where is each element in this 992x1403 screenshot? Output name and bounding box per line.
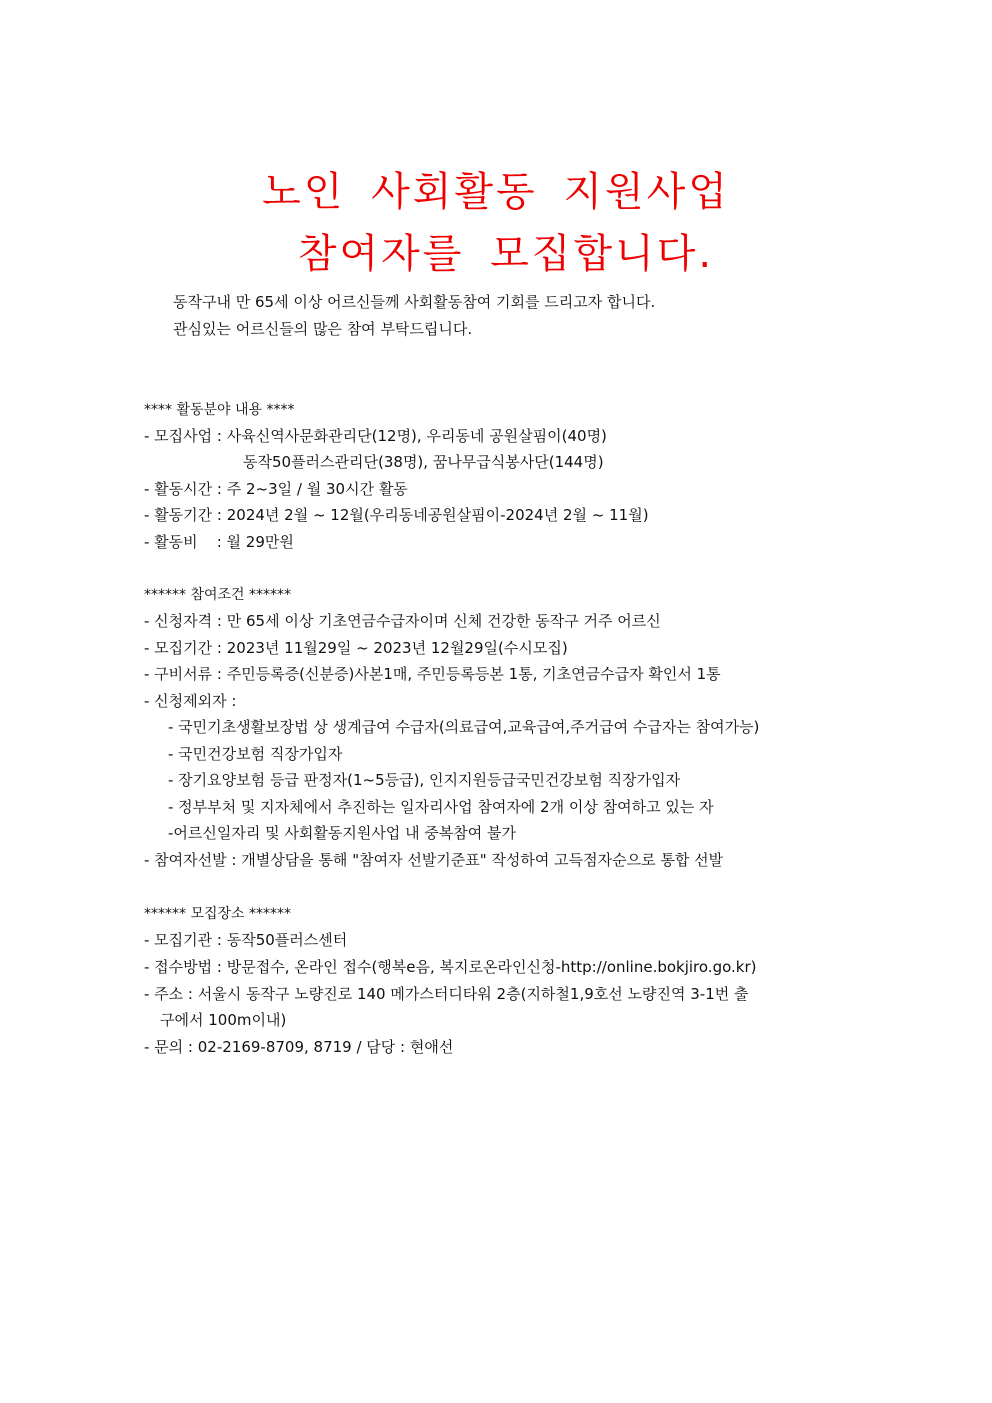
condition-line: - 모집기간 : 2023년 11월29일 ~ 2023년 12월29일(수시모집) <box>144 639 568 657</box>
title-line-1: 노인 사회활동 지원사업 <box>262 169 730 215</box>
condition-subline: - 국민건강보험 직장가입자 <box>168 745 343 763</box>
condition-subline: - 장기요양보험 등급 판정자(1~5등급), 인지지원등급국민건강보험 직장가입자 <box>168 771 681 789</box>
location-line: - 주소 : 서울시 동작구 노량진로 140 메가스터디타워 2층(지하철1,9호선 노량진역 3-1번 출 <box>144 985 749 1003</box>
intro-line-1: 동작구내 만 65세 이상 어르신들께 사회활동참여 기회를 드리고자 합니다. <box>173 293 656 311</box>
condition-subline: - 정부부처 및 지자체에서 추진하는 일자리사업 참여자에 2개 이상 참여하고 있는 자 <box>168 798 714 816</box>
title-line-2: 참여자를 모집합니다. <box>297 231 715 277</box>
location-line: - 모집기관 : 동작50플러스센터 <box>144 931 348 949</box>
condition-line: - 구비서류 : 주민등록증(신분증)사본1매, 주민등록등본 1통, 기초연금수급자 확인서 1통 <box>144 665 721 683</box>
location-line: - 문의 : 02-2169-8709, 8719 / 담당 : 현애선 <box>144 1038 454 1056</box>
activity-line: 동작50플러스관리단(38명), 꿈나무급식봉사단(144명) <box>243 453 604 471</box>
location-line-continued: 구에서 100m이내) <box>160 1011 287 1029</box>
condition-line: - 신청제외자 : <box>144 692 237 710</box>
activity-line: - 활동기간 : 2024년 2월 ~ 12월(우리동네공원살핌이-2024년 2월 ~ 11월) <box>144 506 649 524</box>
intro-line-2: 관심있는 어르신들의 많은 참여 부탁드립니다. <box>173 320 473 338</box>
condition-line: - 참여자선발 : 개별상담을 통해 "참여자 선발기준표" 작성하여 고득점자순으로 통합 선발 <box>144 851 724 869</box>
section-header-activity: **** 활동분야 내용 **** <box>144 402 295 418</box>
condition-subline: -어르신일자리 및 사회활동지원사업 내 중복참여 불가 <box>168 824 517 842</box>
activity-line: - 모집사업 : 사육신역사문화관리단(12명), 우리동네 공원살핌이(40명) <box>144 427 607 445</box>
location-line: - 접수방법 : 방문접수, 온라인 접수(행복e음, 복지로온라인신청-http://online.bokjiro.go.kr) <box>144 958 757 976</box>
condition-line: - 신청자격 : 만 65세 이상 기초연금수급자이며 신체 건강한 동작구 거주 어르신 <box>144 612 661 630</box>
section-header-location: ****** 모집장소 ****** <box>144 906 291 922</box>
activity-line: - 활동비 : 월 29만원 <box>144 533 294 551</box>
condition-subline: - 국민기초생활보장법 상 생계급여 수급자(의료급여,교육급여,주거급여 수급자는 참여가능) <box>168 718 760 736</box>
activity-line: - 활동시간 : 주 2~3일 / 월 30시간 활동 <box>144 480 408 498</box>
section-header-conditions: ****** 참여조건 ****** <box>144 587 291 603</box>
